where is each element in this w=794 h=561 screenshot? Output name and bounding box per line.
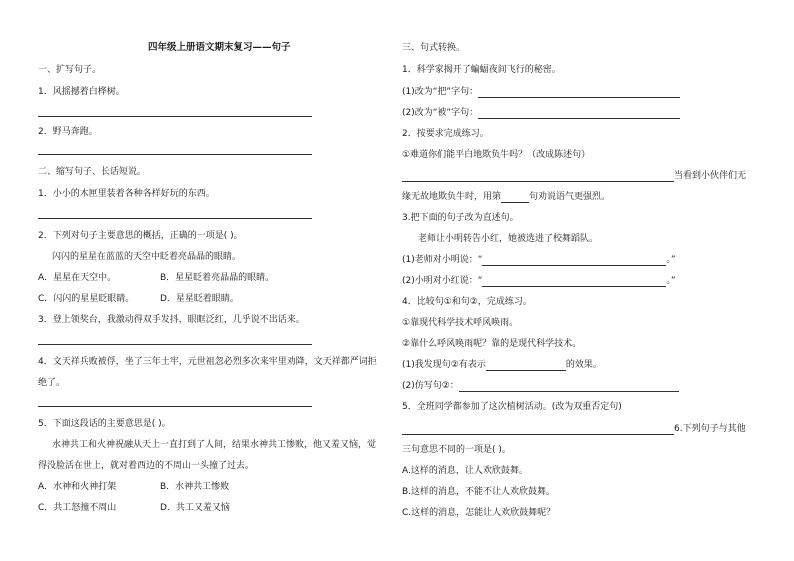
question-1-2: 2．野马奔跑。 [38, 127, 98, 137]
question-3-4-sentence-1: ①靠现代科学技术呼风唤雨。 [402, 318, 519, 328]
question-3-6-line1: 6.下列句子与其他 [402, 423, 746, 435]
answer-line-3-1-2[interactable] [478, 109, 680, 119]
question-1-1: 1．风摇撼着白桦树。 [38, 87, 125, 97]
option-3-6-a[interactable]: A.这样的消息，让人欢欣鼓舞。 [402, 466, 528, 476]
question-3-2-2-line2: 缘无故地欺负牛时，用第 句劝说语气更强烈。 [402, 192, 611, 202]
question-3-1-1: (1)改为“把”字句： [402, 86, 680, 98]
question-2-4-line2: 绝了。 [38, 378, 66, 388]
question-3-3-sentence: 老师让小明转告小红，她被选进了校舞蹈队。 [418, 234, 599, 244]
answer-line-2-3[interactable] [38, 344, 312, 345]
answer-line-1-2[interactable] [38, 154, 312, 155]
answer-line-3-4-2[interactable] [459, 382, 679, 392]
option-2-5-b[interactable]: B．水神共工惨败 [160, 482, 230, 492]
option-2-5-a[interactable]: A．水神和火神打架 [38, 482, 117, 492]
question-3-2-1: ①难道你们能平白地欺负牛吗？（改成陈述句） [402, 150, 591, 160]
question-2-5-passage-line2: 得没脸活在世上，就对着西边的不周山一头撞了过去。 [38, 461, 255, 471]
question-2-5-passage-line1: 水神共工和火神祝融从天上一直打到了人间，结果水神共工惨败，他又羞又恼，觉 [52, 440, 377, 450]
answer-blank-3-2-2[interactable] [501, 193, 529, 203]
section-1-heading: 一、扩写句子。 [38, 65, 102, 75]
section-3-heading: 三、句式转换。 [402, 43, 466, 53]
question-2-2-sentence: 闪闪的星星在蓝蓝的天空中眨着亮晶晶的眼睛。 [52, 252, 242, 262]
option-2-2-b[interactable]: B．星星眨着亮晶晶的眼睛。 [160, 273, 275, 283]
question-3-5: 5．全班同学都参加了这次植树活动。(改为双重否定句) [402, 402, 622, 412]
question-2-3: 3．登上领奖台，我激动得双手发抖，眼眶泛红，几乎说不出话来。 [38, 315, 305, 325]
question-3-4-2: (2)仿写句②： [402, 380, 679, 392]
question-2-5: 5．下面这段话的主要意思是( )。 [38, 419, 171, 429]
option-3-6-b[interactable]: B.这样的消息，不能不让人欢欣鼓舞。 [402, 487, 556, 497]
question-3-4-1: (1)我发现句②有表示 的效果。 [402, 360, 602, 370]
option-2-5-d[interactable]: D．共工又羞又恼 [160, 503, 230, 513]
answer-line-1-1[interactable] [38, 116, 312, 117]
answer-line-3-1-1[interactable] [478, 88, 680, 98]
question-3-2: 2．按要求完成练习。 [402, 129, 489, 139]
question-3-1: 1．科学家揭开了蝙蝠夜间飞行的秘密。 [402, 65, 561, 75]
question-3-3-2: (2)小明对小红说：“ 。” [402, 276, 676, 286]
answer-blank-3-4-1[interactable] [486, 361, 566, 371]
answer-line-3-2-1[interactable] [402, 172, 674, 182]
answer-line-3-5[interactable] [402, 425, 674, 435]
question-3-3: 3.把下面的句子改为直述句。 [402, 213, 519, 223]
option-2-2-d[interactable]: D．星星眨着眼睛。 [160, 294, 239, 304]
option-2-2-a[interactable]: A．星星在天空中。 [38, 273, 117, 283]
question-2-2: 2．下列对句子主要意思的概括，正确的一项是( )。 [38, 231, 243, 241]
question-3-1-2: (2)改为“被”字句： [402, 107, 680, 119]
answer-line-3-3-1[interactable] [482, 256, 666, 266]
question-3-6-line2: 三句意思不同的一项是( )。 [402, 445, 511, 455]
question-3-3-1: (1)老师对小明说：“ 。” [402, 255, 676, 265]
option-2-2-c[interactable]: C．闪闪的星星眨眼睛。 [38, 294, 135, 304]
option-3-6-c[interactable]: C.这样的消息，怎能让人欢欣鼓舞呢？ [402, 508, 556, 518]
section-2-heading: 二、缩写句子、长话短说。 [38, 167, 147, 177]
answer-line-2-1[interactable] [38, 218, 312, 219]
option-2-5-c[interactable]: C．共工怒撞不周山 [38, 503, 117, 513]
page-title: 四年级上册语文期末复习——句子 [148, 42, 291, 53]
question-3-2-2-line1: 当看到小伙伴们无 [402, 170, 746, 182]
question-3-4-sentence-2: ②靠什么呼风唤雨呢？靠的是现代科学技术。 [402, 339, 582, 349]
answer-line-2-4[interactable] [38, 406, 312, 407]
answer-line-3-3-2[interactable] [482, 277, 666, 287]
question-3-4: 4．比较句①和句②，完成练习。 [402, 297, 532, 307]
question-2-1: 1．小小的木匣里装着各种各样好玩的东西。 [38, 189, 215, 199]
question-2-4-line1: 4．文天祥兵败被俘，坐了三年土牢，元世祖忽必烈多次来牢里劝降，文天祥都严词拒 [38, 357, 377, 367]
